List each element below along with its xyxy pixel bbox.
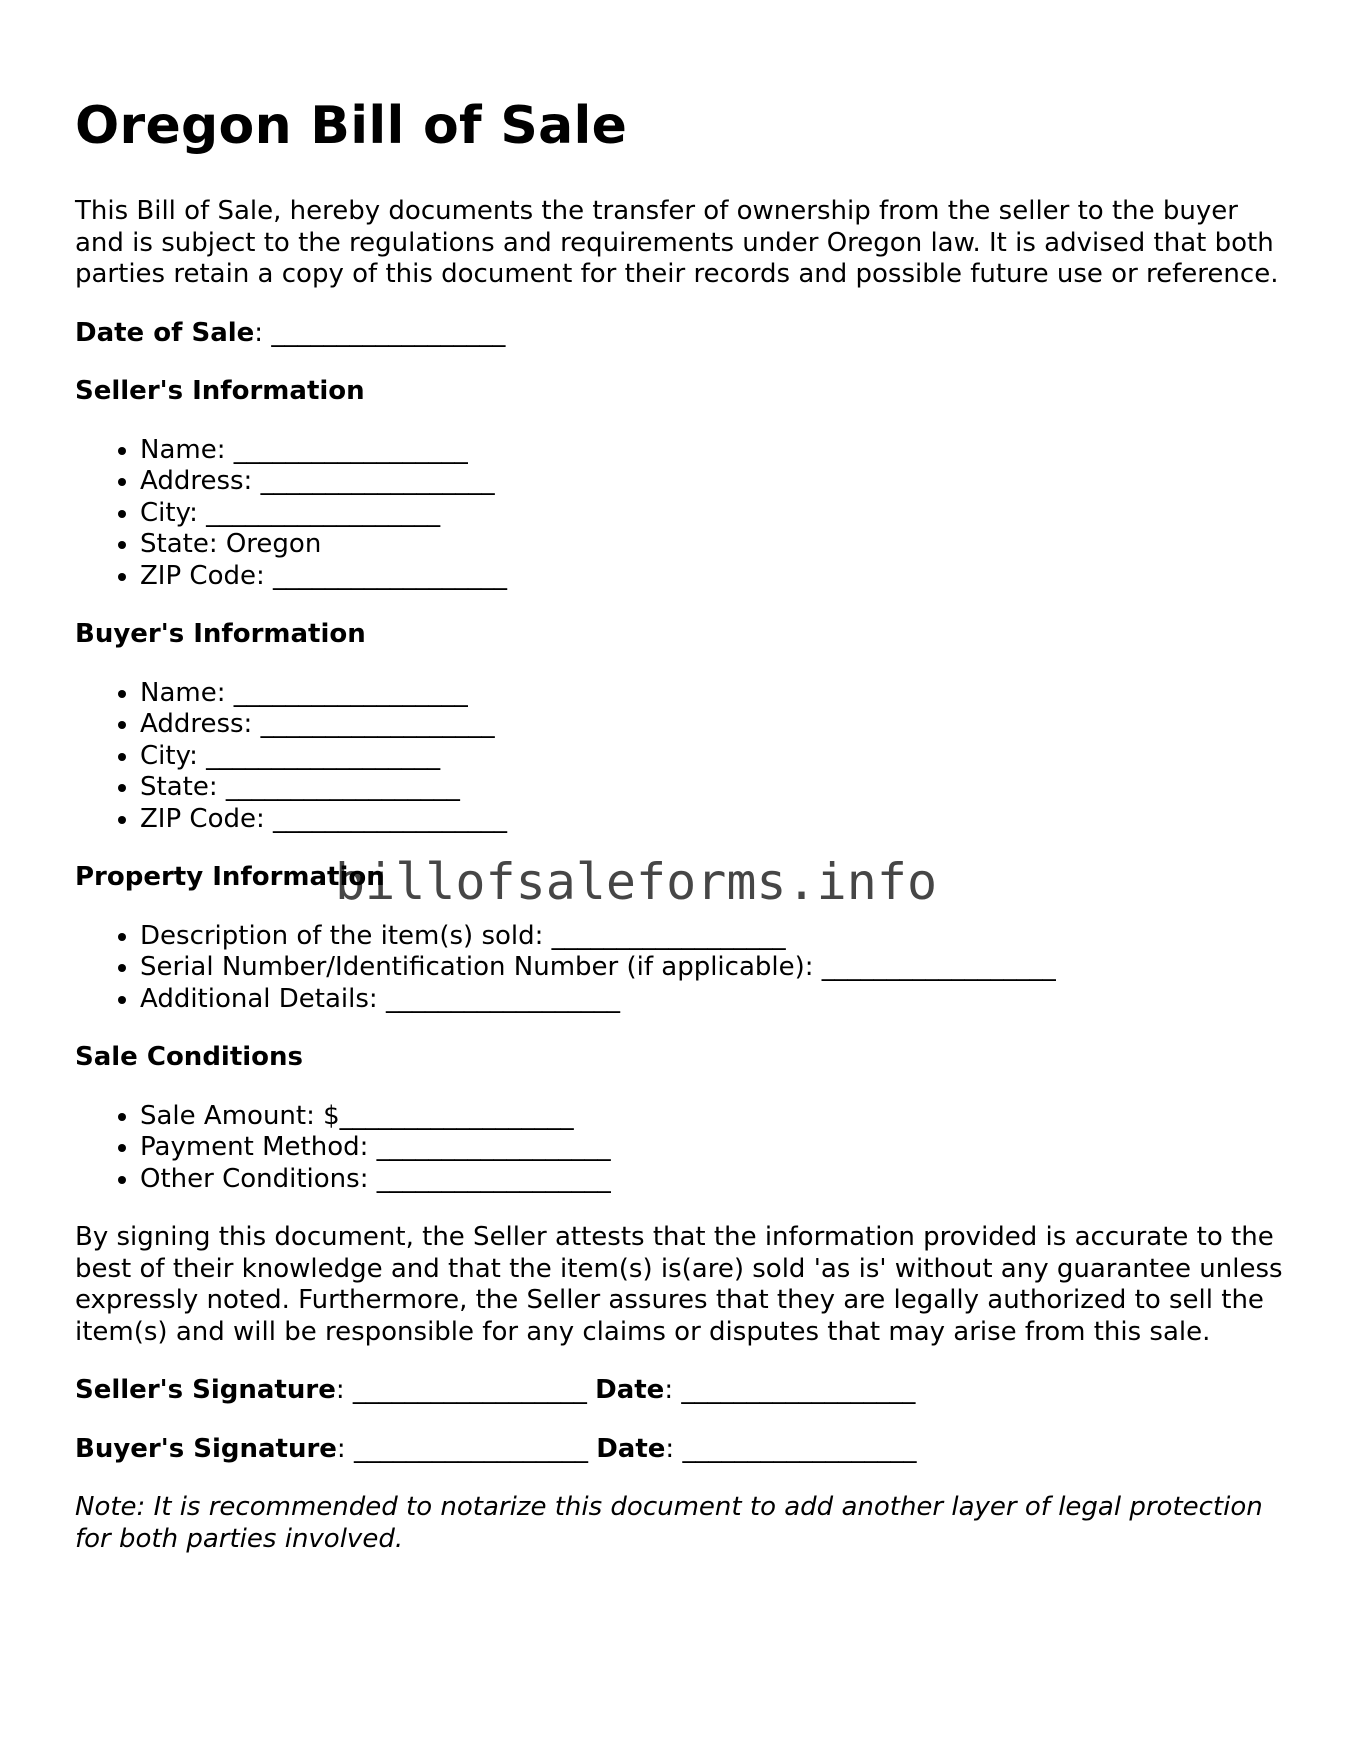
buyer-zip-item: • ZIP Code: __________________ xyxy=(140,804,1295,836)
document xyxy=(75,90,1295,1582)
property-serial-item: • Serial Number/Identification Number (if applicable): __________________ xyxy=(140,952,1295,984)
date-of-sale-line xyxy=(75,318,1295,350)
seller-date-label: Date xyxy=(595,1375,665,1405)
date-of-sale-blank: : __________________ xyxy=(254,317,506,348)
seller-info-list xyxy=(75,435,1295,593)
buyer-info-list xyxy=(75,678,1295,836)
property-description-item: • Description of the item(s) sold: __________________ xyxy=(140,921,1295,953)
buyer-address-item: • Address: __________________ xyxy=(140,709,1295,741)
watermark-text: billofsaleforms.info xyxy=(335,853,938,911)
seller-address-item: • Address: __________________ xyxy=(140,466,1295,498)
seller-city-item: • City: __________________ xyxy=(140,498,1295,530)
date-of-sale-label: Date of Sale xyxy=(75,317,255,348)
buyer-signature-blank: : __________________ xyxy=(336,1433,597,1464)
seller-section-title: Seller's Information xyxy=(75,376,365,406)
property-details-item: • Additional Details: __________________ xyxy=(140,984,1295,1016)
page-title: Oregon Bill of Sale xyxy=(75,96,628,156)
buyer-name-item: • Name: __________________ xyxy=(140,678,1295,710)
seller-zip-item: • ZIP Code: __________________ xyxy=(140,561,1295,593)
other-conditions-item: • Other Conditions: __________________ xyxy=(140,1164,1295,1196)
attestation-paragraph: By signing this document, the Seller attests that the information provided is accurate to the best of their knowledge and that the item(s) is(are) sold 'as is' without any guarantee unless expressly noted. Furthermore, the Seller assures that they are legally authorized to sell the item(s) and will be responsible for any claims or disputes that may arise from this sale. xyxy=(75,1222,1283,1347)
seller-signature-blank: : __________________ xyxy=(335,1375,596,1405)
buyer-date-label: Date xyxy=(596,1433,666,1464)
seller-signature-label: Seller's Signature xyxy=(75,1375,336,1405)
buyer-city-item: • City: __________________ xyxy=(140,741,1295,773)
buyer-signature-label: Buyer's Signature xyxy=(75,1433,337,1464)
seller-name-item: • Name: __________________ xyxy=(140,435,1295,467)
buyer-date-blank: : __________________ xyxy=(665,1433,917,1464)
conditions-list xyxy=(75,1101,1295,1196)
payment-method-item: • Payment Method: __________________ xyxy=(140,1132,1295,1164)
conditions-section-title: Sale Conditions xyxy=(75,1042,304,1072)
buyer-state-item: • State: __________________ xyxy=(140,772,1295,804)
property-info-list xyxy=(75,921,1295,1016)
seller-date-blank: : __________________ xyxy=(664,1375,916,1405)
property-section-title: Property Information xyxy=(75,862,385,892)
intro-paragraph: This Bill of Sale, hereby documents the transfer of ownership from the seller to the buyer and is subject to the regulations and requirements under Oregon law. It is advised that both parties retain a copy of this document for their records and possible future use or reference. xyxy=(75,196,1279,289)
buyer-section-title: Buyer's Information xyxy=(75,619,366,649)
buyer-signature-line xyxy=(75,1434,1295,1466)
seller-state-item: • State: Oregon xyxy=(140,529,1295,561)
notarization-note: Note: It is recommended to notarize this document to add another layer of legal protection for both parties involved. xyxy=(75,1492,1263,1554)
sale-amount-item: • Sale Amount: $__________________ xyxy=(140,1101,1295,1133)
seller-signature-line xyxy=(75,1375,1295,1407)
